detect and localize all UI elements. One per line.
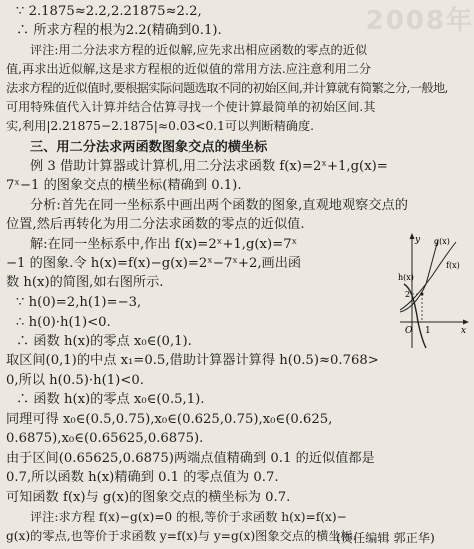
text-line: 评注:用二分法求方程的近似解,应先求出相应函数的零点的近似 (30, 43, 368, 57)
function-graph (398, 232, 470, 350)
h-label: h(x) (398, 273, 414, 282)
text-line: g(x)的零点,也等价于求函数 y=f(x)与 y=g(x)图象交点的横坐标. (6, 529, 357, 543)
origin-label: O (405, 326, 413, 336)
text-line: ∴ 函数 h(x)的零点 x₀∈(0,1). (16, 334, 192, 349)
text-line: 0,所以 h(0.5)·h(1)<0. (6, 373, 144, 388)
text-line: 0.7,所以函数 h(x)精确到 0.1 的零点值为 0.7. (6, 470, 279, 485)
y-label: y (415, 235, 421, 245)
text-line: 解:在同一坐标系中,作出 f(x)=2ˣ+1,g(x)=7ˣ (30, 237, 298, 252)
y-axis-arrow (410, 233, 415, 239)
one-label: 1 (425, 326, 431, 336)
text-line: 可用特殊值代入计算并结合估算寻找一个使计算最简单的初始区间.其 (6, 100, 376, 114)
f-label: f(x) (446, 261, 460, 270)
example-title: 例 3 借助计算器或计算机,用二分法求函数 f(x)=2ˣ+1,g(x)= (30, 159, 388, 174)
text-line: 0.6875),x₀∈(0.65625,0.6875). (6, 431, 204, 446)
intersection-point (421, 293, 424, 296)
section-heading: 三、用二分法求两函数图象交点的横坐标 (30, 140, 268, 155)
text-line: ∵ h(0)=2,h(1)=−3, (16, 295, 142, 310)
text-line: ∴ 函数 h(x)的零点 x₀∈(0.5,1). (16, 392, 205, 407)
text-line: 由于区间(0.65625,0.6875)两端点值精确到 0.1 的近似值都是 (6, 451, 375, 466)
g-label: g(x) (434, 237, 450, 246)
text-line: ∵ 2.1875≈2.2,2.21875≈2.2, (16, 4, 202, 19)
text-line: 法求方程的近似值时,要根据实际问题选取不同的初始区间,并计算就有简繁之分,一般地, (6, 81, 448, 95)
text-line: 数 h(x)的简图,如右图所示. (6, 275, 164, 290)
text-line: 位置,然后再转化为用二分法求函数的零点的近似值. (6, 217, 305, 232)
text-line: 评注:求方程 f(x)−g(x)=0 的根,等价于求函数 h(x)=f(x)− (30, 510, 347, 524)
x-axis-arrow (463, 320, 469, 325)
x-label: x (461, 326, 467, 336)
watermark: 2008年 (365, 6, 474, 36)
editor-credit: (责任编辑 郭正华) (336, 531, 435, 545)
text-line: 实,利用|2.21875−2.1875|≈0.03<0.1可以判断精确度. (6, 119, 315, 133)
text-line: 值,再求出近似解,这是求方程根的近似值的常用方法.应注意利用二分 (6, 62, 372, 76)
text-line: 取区间(0,1)的中点 x₁=0.5,借助计算器计算得 h(0.5)≈0.768> (6, 353, 379, 368)
text-line: 7ˣ−1 的图象交点的横坐标(精确到 0.1). (6, 178, 242, 193)
text-line: −1 的图象.令 h(x)=f(x)−g(x)=2ˣ−7ˣ+2,画出函 (6, 256, 302, 271)
two-label: 2 (405, 290, 411, 299)
text-line: 分析:首先在同一坐标系中画出两个函数的图象,直观地观察交点的 (30, 198, 408, 213)
text-line: 同理可得 x₀∈(0.5,0.75),x₀∈(0.625,0.75),x₀∈(0.625, (6, 412, 333, 427)
text-line: ∴ 所求方程的根为2.2(精确到0.1). (16, 23, 222, 38)
text-line: 可知函数 f(x)与 g(x)的图象交点的横坐标为 0.7. (6, 490, 291, 505)
text-line: ∴ h(0)·h(1)<0. (16, 315, 111, 330)
